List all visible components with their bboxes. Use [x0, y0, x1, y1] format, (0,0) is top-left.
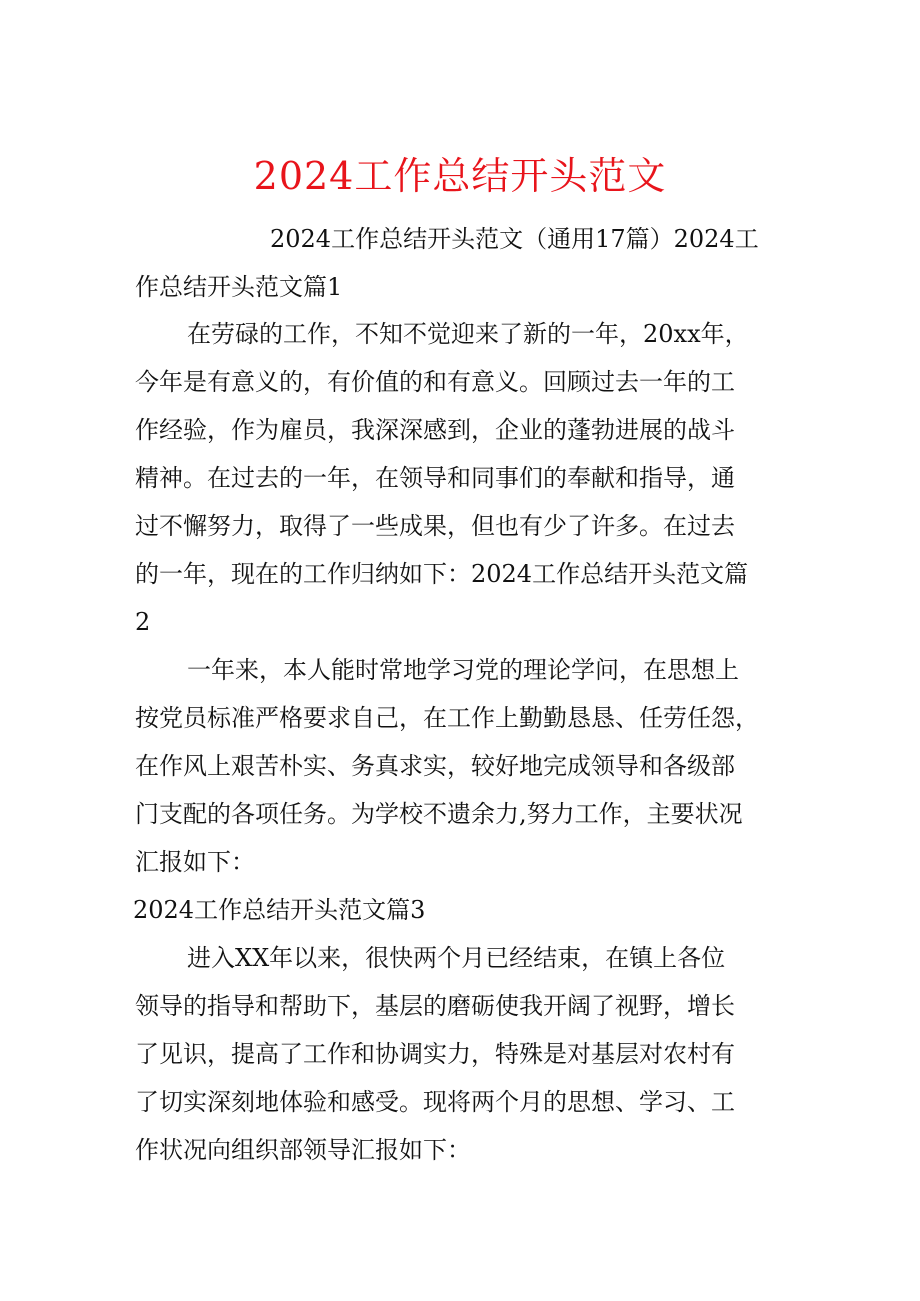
paragraph-line: 2	[135, 608, 151, 636]
paragraph-line: 了见识，提高了工作和协调实力，特殊是对基层对农村有	[135, 1040, 735, 1068]
document-title: 2024工作总结开头范文	[253, 154, 667, 198]
paragraph-line: 的一年，现在的工作归纳如下：2024工作总结开头范文篇	[135, 560, 749, 588]
paragraph-line: 在作风上艰苦朴实、务真求实，较好地完成领导和各级部	[135, 752, 735, 780]
paragraph-line: 在劳碌的工作，不知不觉迎来了新的一年，20xx年，	[187, 320, 749, 348]
paragraph-line: 了切实深刻地体验和感受。现将两个月的思想、学习、工	[135, 1088, 735, 1116]
paragraph-line: 门支配的各项任务。为学校不遗余力,努力工作，主要状况	[135, 800, 743, 828]
paragraph-line: 汇报如下：	[135, 848, 255, 876]
paragraph-line: 作状况向组织部领导汇报如下：	[135, 1136, 471, 1164]
paragraph-line: 按党员标准严格要求自己，在工作上勤勤恳恳、任劳任怨，	[135, 704, 759, 732]
paragraph-line: 精神。在过去的一年，在领导和同事们的奉献和指导，通	[135, 464, 735, 492]
paragraph-line: 进入XX年以来，很快两个月已经结束，在镇上各位	[187, 944, 726, 972]
paragraph-line: 领导的指导和帮助下，基层的磨砺使我开阔了视野，增长	[135, 992, 735, 1020]
paragraph-line: 今年是有意义的，有价值的和有意义。回顾过去一年的工	[135, 368, 735, 396]
paragraph-line: 一年来，本人能时常地学习党的理论学问，在思想上	[187, 656, 739, 684]
text-line: 2024工作总结开头范文（通用17篇）2024工	[270, 225, 759, 253]
paragraph-line: 作经验，作为雇员，我深深感到，企业的蓬勃进展的战斗	[135, 416, 735, 444]
text-line: 作总结开头范文篇1	[135, 273, 343, 301]
section-heading: 2024工作总结开头范文篇3	[133, 896, 426, 924]
paragraph-line: 过不懈努力，取得了一些成果，但也有少了许多。在过去	[135, 512, 735, 540]
